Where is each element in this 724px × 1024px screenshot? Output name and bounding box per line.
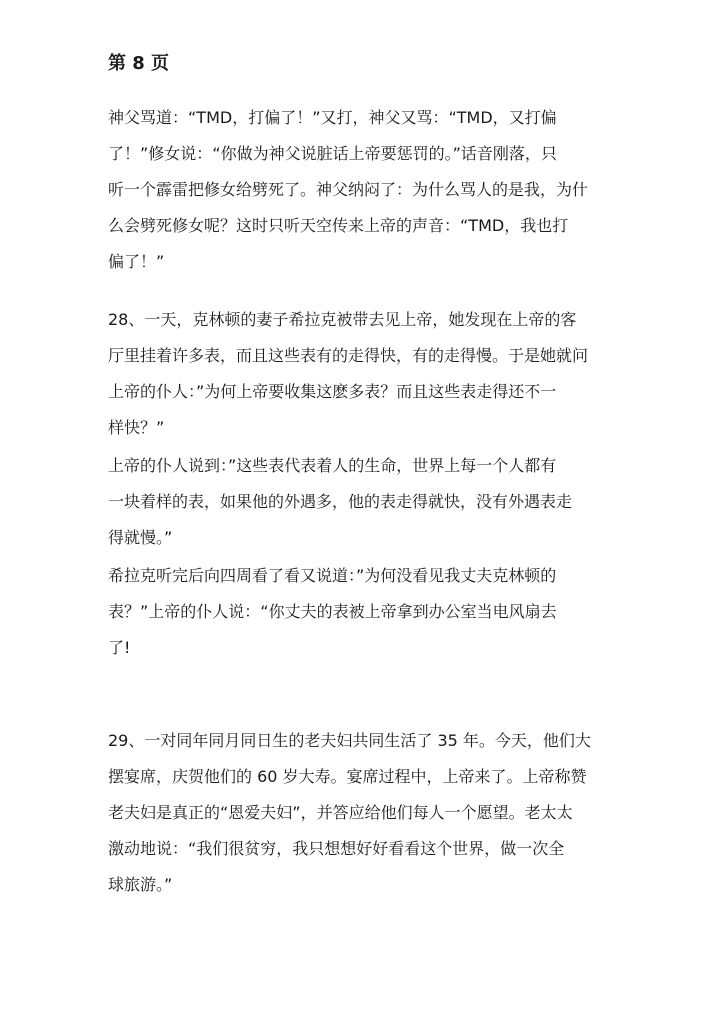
text-line: 上帝的仆人：”为何上帝要收集这麽多表？而且这些表走得还不一 bbox=[108, 382, 557, 401]
text-line: 摆宴席，庆贺他们的 60 岁大寿。宴席过程中，上帝来了。上帝称赞 bbox=[108, 767, 587, 786]
text-line: 一块着样的表，如果他的外遇多，他的表走得就快，没有外遇表走 bbox=[108, 492, 573, 511]
text-line: 28、一天，克林顿的妻子希拉克被带去见上帝，她发现在上帝的客 bbox=[108, 310, 577, 329]
page-number-heading: 第 8 页 bbox=[108, 53, 170, 74]
text-line: 了! bbox=[108, 638, 131, 657]
text-line: 厅里挂着许多表，而且这些表有的走得快，有的走得慢。于是她就问 bbox=[108, 346, 589, 365]
text-line: 样快？” bbox=[108, 418, 165, 437]
text-line: 上帝的仆人说到：”这些表代表着人的生命，世界上每一个人都有 bbox=[108, 456, 557, 475]
text-line: 球旅游。” bbox=[108, 875, 173, 894]
text-line: 老夫妇是真正的“恩爱夫妇”，并答应给他们每人一个愿望。老太太 bbox=[108, 803, 573, 822]
text-line: 偏了！” bbox=[108, 252, 165, 271]
text-line: 希拉克听完后向四周看了看又说道：”为何没看见我丈夫克林顿的 bbox=[108, 566, 557, 585]
text-line: 神父骂道：“TMD，打偏了！”又打，神父又骂：“TMD，又打偏 bbox=[108, 108, 557, 127]
text-line: 表？”上帝的仆人说：“你丈夫的表被上帝拿到办公室当电风扇去 bbox=[108, 602, 557, 621]
text-line: 得就慢。” bbox=[108, 528, 173, 547]
text-line: 么会劈死修女呢？这时只听天空传来上帝的声音：“TMD，我也打 bbox=[108, 216, 569, 235]
text-line: 听一个霹雷把修女给劈死了。神父纳闷了：为什么骂人的是我，为什 bbox=[108, 180, 589, 199]
text-line: 激动地说：“我们很贫穷，我只想想好好看看这个世界，做一次全 bbox=[108, 839, 565, 858]
text-line: 了！”修女说：“你做为神父说脏话上帝要惩罚的。”话音刚落，只 bbox=[108, 144, 557, 163]
text-line: 29、一对同年同月同日生的老夫妇共同生活了 35 年。今天，他们大 bbox=[108, 731, 591, 750]
